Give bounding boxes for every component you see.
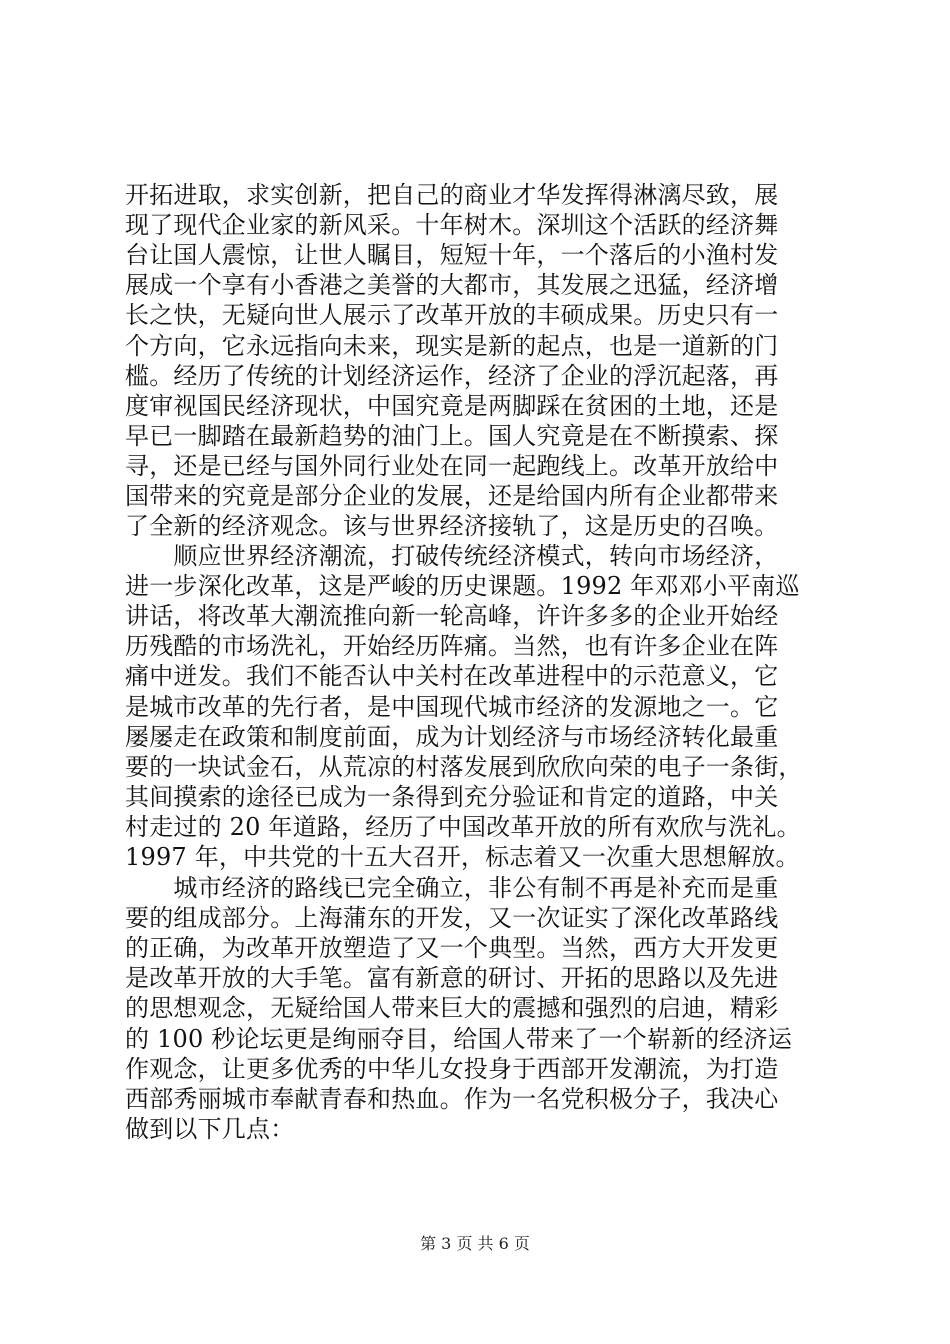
text-line: 村走过的 20 年道路，经历了中国改革开放的所有欢欣与洗礼。 <box>125 812 801 841</box>
text-line: 早已一脚踏在最新趋势的油门上。国人究竟是在不断摸索、探 <box>125 421 779 450</box>
text-line: 要的一块试金石，从荒凉的村落发展到欣欣向荣的电子一条街， <box>125 752 803 781</box>
text-line: 要的组成部分。上海蒲东的开发，又一次证实了深化改革路线 <box>125 904 779 933</box>
page-footer: 第 3 页 共 6 页 <box>420 1234 530 1253</box>
text-line: 的思想观念，无疑给国人带来巨大的震撼和强烈的启迪，精彩 <box>125 994 779 1023</box>
text-line: 现了现代企业家的新风采。十年树木。深圳这个活跃的经济舞 <box>125 211 779 240</box>
text-line: 台让国人震惊，让世人瞩目，短短十年，一个落后的小渔村发 <box>125 241 779 270</box>
text-line: 度审视国民经济现状，中国究竟是两脚踩在贫困的土地，还是 <box>125 391 779 420</box>
text-line: 做到以下几点： <box>125 1114 295 1143</box>
text-line: 的正确，为改革开放塑造了又一个典型。当然，西方大开发更 <box>125 934 779 963</box>
text-line: 是城市改革的先行者，是中国现代城市经济的发源地之一。它 <box>125 692 779 721</box>
text-line: 西部秀丽城市奉献青春和热血。作为一名党积极分子，我决心 <box>125 1084 779 1113</box>
text-line: 槛。经历了传统的计划经济运作，经济了企业的浮沉起落，再 <box>125 361 779 390</box>
text-line: 屡屡走在政策和制度前面，成为计划经济与市场经济转化最重 <box>125 722 779 751</box>
text-line: 个方向，它永远指向未来，现实是新的起点，也是一道新的门 <box>125 331 779 360</box>
text-line: 历残酷的市场洗礼，开始经历阵痛。当然，也有许多企业在阵 <box>125 632 779 661</box>
text-line: 讲话，将改革大潮流推向新一轮高峰，许许多多的企业开始经 <box>125 602 779 631</box>
text-line: 展成一个享有小香港之美誉的大都市，其发展之迅猛，经济增 <box>125 271 779 300</box>
text-line: 作观念，让更多优秀的中华儿女投身于西部开发潮流，为打造 <box>125 1054 779 1083</box>
text-line: 进一步深化改革，这是严峻的历史课题。1992 年邓邓小平南巡 <box>125 572 800 601</box>
text-line: 国带来的究竟是部分企业的发展，还是给国内所有企业都带来 <box>125 482 779 510</box>
text-line: 开拓进取，求实创新，把自己的商业才华发挥得淋漓尽致，展 <box>125 181 779 209</box>
text-line: 顺应世界经济潮流，打破传统经济模式，转向市场经济， <box>125 542 779 570</box>
text-line: 痛中迸发。我们不能否认中关村在改革进程中的示范意义，它 <box>125 662 779 691</box>
text-line: 是改革开放的大手笔。富有新意的研讨、开拓的思路以及先进 <box>125 964 779 993</box>
text-line: 长之快，无疑向世人展示了改革开放的丰硕成果。历史只有一 <box>125 301 779 330</box>
text-line: 了全新的经济观念。该与世界经济接轨了，这是历史的召唤。 <box>125 512 779 541</box>
text-line: 城市经济的路线已完全确立，非公有制不再是补充而是重 <box>125 874 779 902</box>
text-line: 的 100 秒论坛更是绚丽夺目，给国人带来了一个崭新的经济运 <box>125 1024 793 1053</box>
text-line: 寻，还是已经与国外同行业处在同一起跑线上。改革开放给中 <box>125 451 779 480</box>
text-line: 1997 年，中共党的十五大召开，标志着又一次重大思想解放。 <box>125 843 800 871</box>
text-line: 其间摸索的途径已成为一条得到充分验证和肯定的道路，中关 <box>125 782 779 811</box>
